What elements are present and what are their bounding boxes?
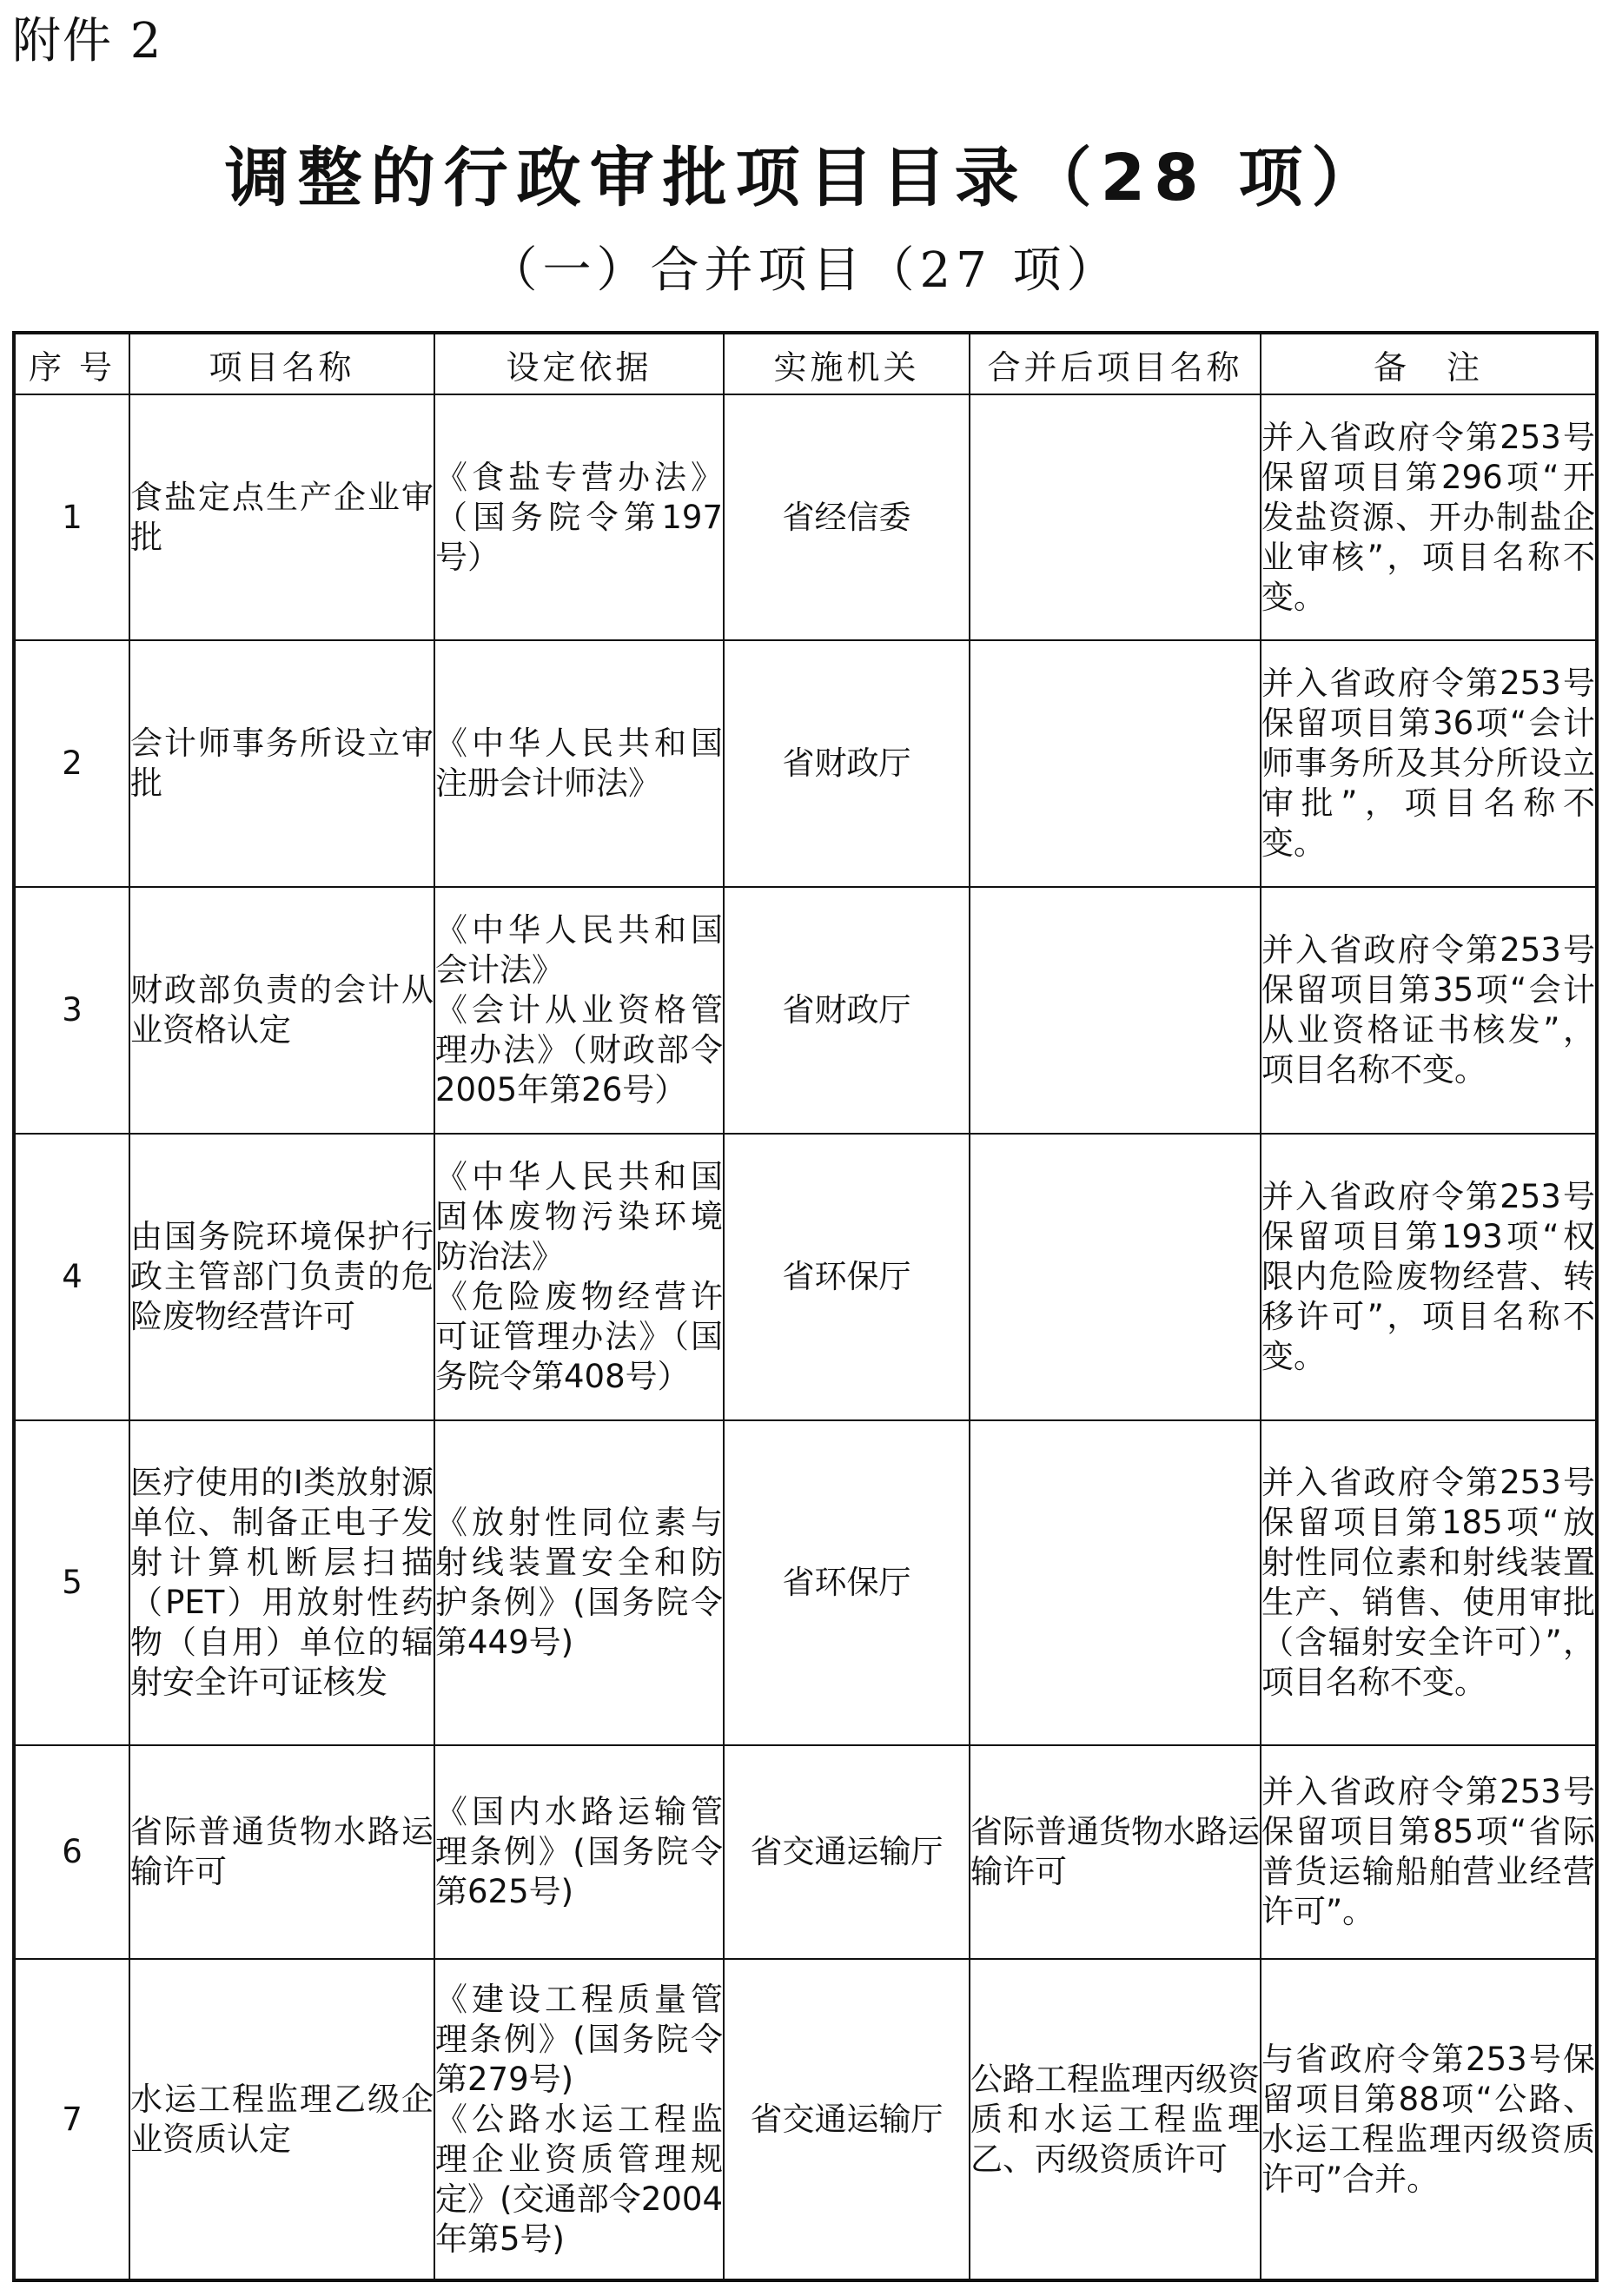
cell-remark [1261,640,1597,887]
cell-merged-name [970,640,1261,887]
table-header-row [14,333,1597,394]
cell-item-name [129,1745,434,1959]
remark-text: 并入省政府令第253号保留项目第296项“开发盐资源、开办制盐企业审核”，项目名称不变。 [1261,418,1595,616]
cell-agency: 省财政厅 [724,640,970,887]
cell-seq: 2 [14,640,129,887]
table-row [14,394,1597,640]
cell-legal-basis [434,1745,724,1959]
header-merged-name: 合并后项目名称 [970,333,1261,394]
legal-basis-text: 《中华人民共和国会计法》 《会计从业资格管理办法》（财政部令2005年第26号） [435,911,723,1108]
merged-name-text: 公路工程监理丙级资质和水运工程监理乙、丙级资质许可 [970,2060,1260,2178]
table-row [14,1745,1597,1959]
cell-legal-basis [434,1959,724,2280]
cell-remark [1261,1959,1597,2280]
cell-agency: 省经信委 [724,394,970,640]
cell-remark [1261,1745,1597,1959]
cell-seq: 5 [14,1420,129,1745]
cell-remark [1261,887,1597,1134]
approval-items-table [12,331,1599,2282]
cell-agency: 省财政厅 [724,887,970,1134]
cell-merged-name [970,887,1261,1134]
cell-remark [1261,1420,1597,1745]
cell-item-name [129,640,434,887]
merged-name-text: 省际普通货物水路运输许可 [970,1813,1260,1890]
cell-seq: 6 [14,1745,129,1959]
remark-text: 并入省政府令第253号保留项目第36项“会计师事务所及其分所设立审批”，项目名称不变。 [1261,665,1595,862]
remark-text: 并入省政府令第253号保留项目第35项“会计从业资格证书核发”，项目名称不变。 [1261,931,1595,1088]
cell-item-name [129,887,434,1134]
cell-merged-name [970,1745,1261,1959]
cell-item-name [129,1420,434,1745]
cell-merged-name [970,1420,1261,1745]
item-name-text: 医疗使用的Ⅰ类放射源单位、制备正电子发射计算机断层扫描（PET）用放射性药物（自用）单位的辐射安全许可证核发 [130,1464,434,1701]
cell-remark [1261,394,1597,640]
cell-merged-name [970,394,1261,640]
cell-legal-basis [434,394,724,640]
item-name-text: 水运工程监理乙级企业资质认定 [130,2080,434,2158]
item-name-text: 由国务院环境保护行政主管部门负责的危险废物经营许可 [130,1218,434,1335]
header-seq: 序 号 [14,333,129,394]
legal-basis-text: 《放射性同位素与射线装置安全和防护条例》(国务院令第449号) [435,1504,723,1661]
cell-legal-basis [434,1420,724,1745]
cell-legal-basis [434,640,724,887]
header-remark: 备 注 [1261,333,1597,394]
cell-merged-name [970,1959,1261,2280]
cell-remark [1261,1134,1597,1420]
remark-text: 并入省政府令第253号保留项目第185项“放射性同位素和射线装置生产、销售、使用审批（含辐射安全许可）”，项目名称不变。 [1261,1464,1595,1701]
cell-legal-basis [434,1134,724,1420]
cell-item-name [129,1134,434,1420]
table-row [14,1420,1597,1745]
cell-seq: 1 [14,394,129,640]
cell-agency: 省交通运输厅 [724,1745,970,1959]
page-title: 调整的行政审批项目目录（28 项） [224,141,1385,215]
item-name-text: 省际普通货物水路运输许可 [130,1813,434,1890]
table-row [14,1134,1597,1420]
cell-seq: 3 [14,887,129,1134]
cell-agency: 省交通运输厅 [724,1959,970,2280]
header-agency: 实施机关 [724,333,970,394]
cell-item-name [129,1959,434,2280]
header-legal-basis: 设定依据 [434,333,724,394]
cell-seq: 7 [14,1959,129,2280]
item-name-text: 会计师事务所设立审批 [130,725,434,802]
remark-text: 并入省政府令第253号保留项目第85项“省际普货运输船舶营业经营许可”。 [1261,1773,1595,1930]
legal-basis-text: 《中华人民共和国固体废物污染环境防治法》 《危险废物经营许可证管理办法》（国务院令第408号） [435,1158,723,1395]
cell-agency: 省环保厅 [724,1134,970,1420]
cell-legal-basis [434,887,724,1134]
item-name-text: 食盐定点生产企业审批 [130,478,434,556]
attachment-label: 附件 2 [12,13,163,69]
cell-item-name [129,394,434,640]
legal-basis-text: 《建设工程质量管理条例》(国务院令第279号) 《公路水运工程监理企业资质管理规定》(交通部令2004年第5号) [435,1980,723,2258]
cell-seq: 4 [14,1134,129,1420]
legal-basis-text: 《国内水路运输管理条例》(国务院令第625号) [435,1793,723,1910]
table-row [14,640,1597,887]
cell-merged-name [970,1134,1261,1420]
remark-text: 并入省政府令第253号保留项目第193项“权限内危险废物经营、转移许可”，项目名称不变。 [1261,1178,1595,1375]
header-item-name: 项目名称 [129,333,434,394]
table-row [14,887,1597,1134]
legal-basis-text: 《食盐专营办法》（国务院令第197号） [435,458,723,576]
cell-agency: 省环保厅 [724,1420,970,1745]
item-name-text: 财政部负责的会计从业资格认定 [130,971,434,1049]
legal-basis-text: 《中华人民共和国注册会计师法》 [435,725,723,802]
table-row [14,1959,1597,2280]
remark-text: 与省政府令第253号保留项目第88项“公路、水运工程监理丙级资质许可”合并。 [1261,2040,1595,2198]
section-subtitle: （一）合并项目（27 项） [488,242,1121,299]
